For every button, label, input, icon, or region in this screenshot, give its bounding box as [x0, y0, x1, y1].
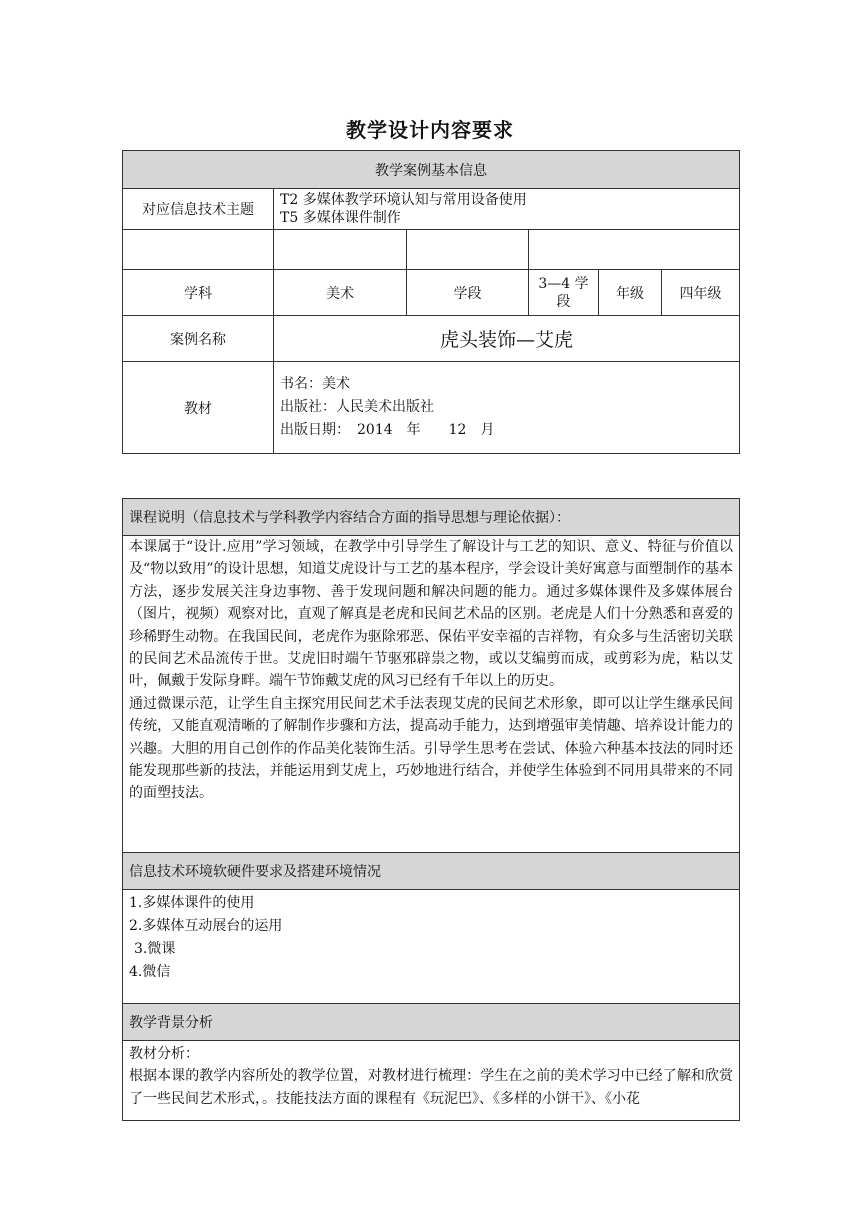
env-item-1: 1.多媒体课件的使用	[129, 895, 255, 911]
course-desc-header: 课程说明（信息技术与学科教学内容结合方面的指导思想与理论依据）：	[123, 499, 740, 536]
basic-info-table	[122, 150, 740, 454]
topic-line-1: T2 多媒体教学环境认知与常用设备使用	[280, 192, 527, 208]
background-body	[123, 1041, 740, 1121]
subject-value: 美术	[274, 270, 407, 316]
grade-label: 年级	[599, 270, 662, 316]
textbook-date: 出版日期： 2014 年 12 月	[280, 422, 495, 438]
background-text: 根据本课的教学内容所处的教学位置，对教材进行梳理：学生在之前的美术学习中已经了解和欣赏了一些民间艺术形式，。技能技法方面的课程有《玩泥巴》、《多样的小饼干》、《小花	[129, 1068, 733, 1107]
textbook-title: 书名：美术	[280, 376, 350, 392]
textbook-label: 教材	[123, 362, 274, 454]
env-header: 信息技术环境软硬件要求及搭建环境情况	[123, 853, 740, 890]
empty-cell	[123, 230, 274, 270]
course-desc-para-1: 本课属于“设计.应用”学习领域，在教学中引导学生了解设计与工艺的知识、意义、特征与价值以及“物以致用”的设计思想，知道艾虎设计与工艺的基本程序，学会设计美好寓意与面塑制作的基本方法，逐步发展关注身边事物、善于发现问题和解决问题的能力。通过多媒体课件及多媒体展台（图片，视频）观察对比，直观了解真是老虎和民间艺术品的区别。老虎是人们十分熟悉和喜爱的珍稀野生动物。在我国民间，老虎作为驱除邪恶、保佑平安幸福的吉祥物，有众多与生活密切关联的民间艺术品流传于世。艾虎旧时端午节驱邪辟祟之物，或以艾编剪而成，或剪彩为虎，粘以艾叶，佩戴于发际身畔。端午节饰戴艾虎的风习已经有千年以上的历史。	[129, 539, 733, 690]
topic-label: 对应信息技术主题	[123, 189, 274, 230]
page-title: 教学设计内容要求	[346, 118, 514, 142]
case-name-label: 案例名称	[123, 316, 274, 362]
topic-line-2: T5 多媒体课件制作	[280, 210, 401, 226]
env-item-2: 2.多媒体互动展台的运用	[129, 918, 283, 934]
stage-label: 学段	[407, 270, 529, 316]
subject-label: 学科	[123, 270, 274, 316]
env-body	[123, 890, 740, 1004]
basic-info-header: 教学案例基本信息	[123, 151, 740, 189]
stage-value: 3—4 学段	[529, 270, 599, 316]
env-item-3: 3.微课	[134, 941, 176, 957]
background-header: 教学背景分析	[123, 1004, 740, 1041]
case-name-value: 虎头装饰—艾虎	[274, 316, 740, 362]
empty-cell	[274, 230, 407, 270]
empty-cell	[529, 230, 740, 270]
empty-cell	[407, 230, 529, 270]
env-item-4: 4.微信	[129, 964, 171, 980]
grade-value: 四年级	[662, 270, 740, 316]
course-desc-body	[123, 536, 740, 853]
textbook-value	[274, 362, 740, 454]
course-desc-para-2: 通过微课示范，让学生自主探究用民间艺术手法表现艾虎的民间艺术形象，即可以让学生继承民间传统，又能直观清晰的了解制作步骤和方法，提高动手能力，达到增强审美情趣、培养设计能力的兴趣。大胆的用自己创作的作品美化装饰生活。引导学生思考在尝试、体验六种基本技法的同时还能发现那些新的技法，并能运用到艾虎上，巧妙地进行结合，并使学生体验到不同用具带来的不同的面塑技法。	[129, 695, 733, 802]
design-content-table	[122, 498, 740, 1121]
background-sub: 教材分析：	[129, 1046, 199, 1062]
topic-value	[274, 189, 740, 230]
textbook-publisher: 出版社：人民美术出版社	[280, 399, 434, 415]
